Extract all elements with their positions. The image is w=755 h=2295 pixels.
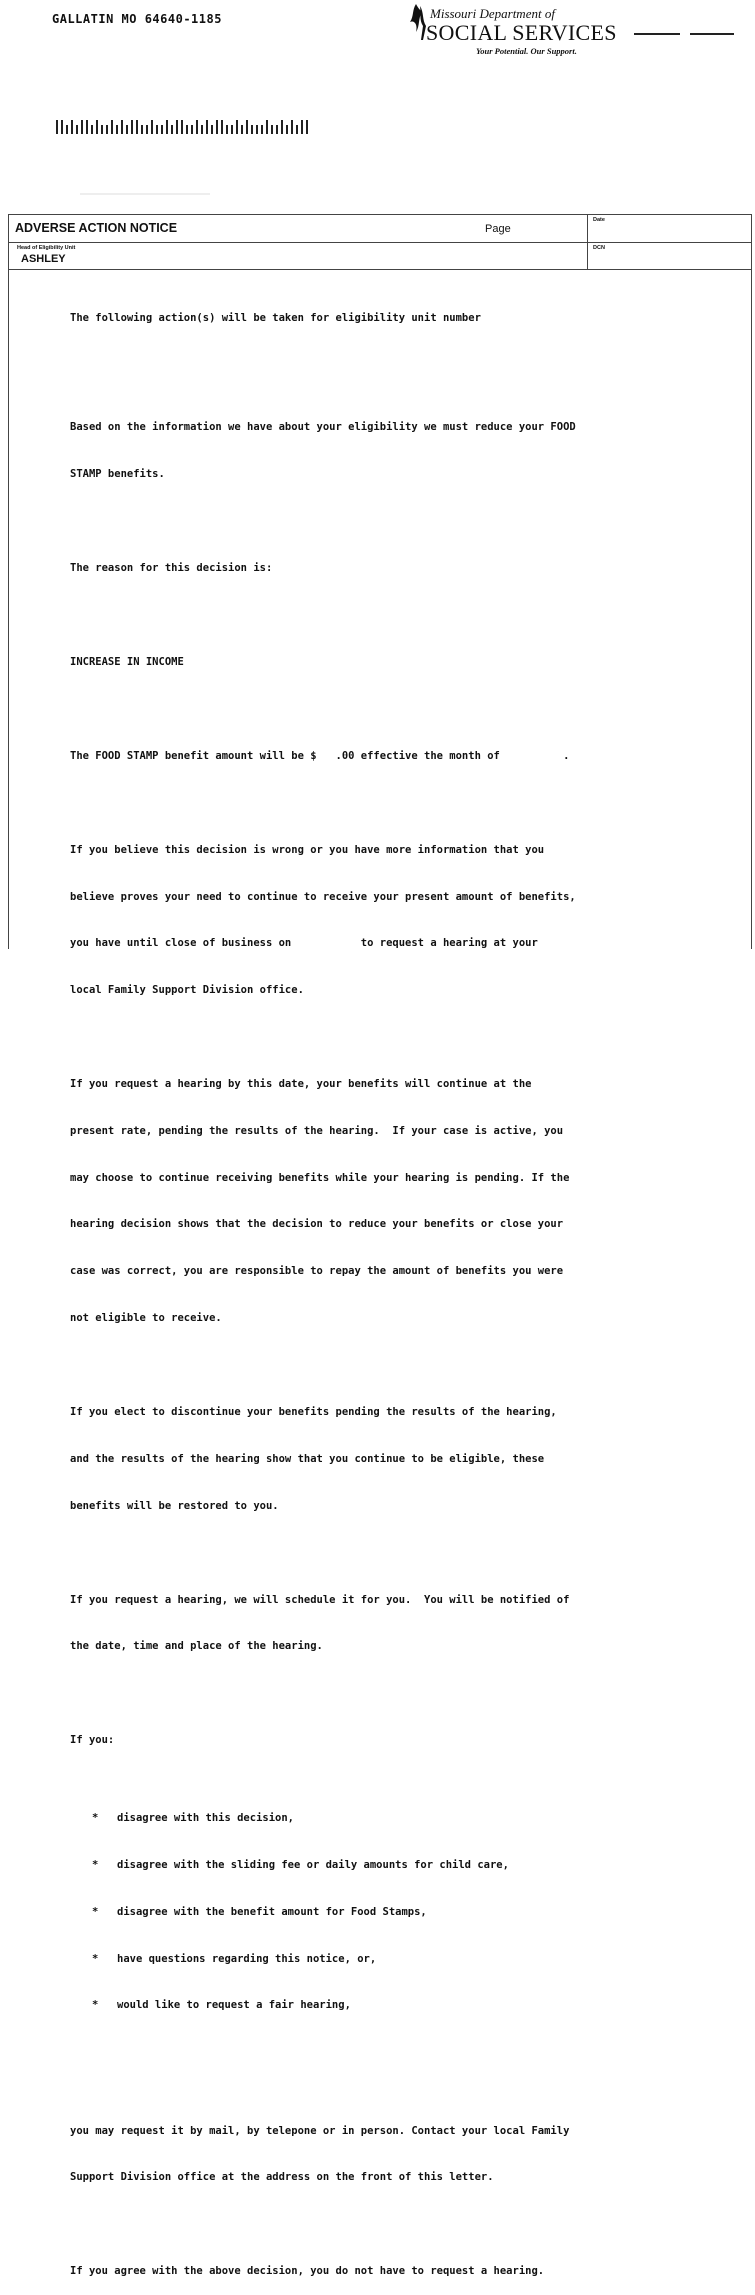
form-header-row bbox=[9, 215, 751, 243]
head-of-unit-value: ASHLEY bbox=[21, 253, 66, 265]
action-intro: The following action(s) will be taken for eligibility unit number bbox=[70, 312, 481, 325]
postal-barcode bbox=[56, 120, 312, 134]
agree-line: If you agree with the above decision, you do not have to request a hearing. bbox=[70, 2265, 545, 2278]
reduction-line-1: Based on the information we have about your eligibility we must reduce your FOOD bbox=[70, 421, 576, 434]
discontinue-line-3: benefits will be restored to you. bbox=[70, 1499, 279, 1512]
header-rule-left bbox=[634, 33, 680, 35]
logo-department-line: Missouri Department of bbox=[430, 6, 555, 21]
contact-line-1: you may request it by mail, by telepone or in person. Contact your local Family bbox=[70, 2124, 570, 2137]
notice-title: ADVERSE ACTION NOTICE bbox=[15, 221, 178, 235]
schedule-line-2: the date, time and place of the hearing. bbox=[70, 1640, 323, 1653]
head-of-unit-label: Head of Eligibility Unit bbox=[17, 245, 76, 251]
hearing-line-1: If you request a hearing by this date, your benefits will continue at the bbox=[70, 1078, 532, 1091]
reduction-line-2: STAMP benefits. bbox=[70, 467, 165, 480]
schedule-line-1: If you request a hearing, we will schedule it for you. You will be notified of bbox=[70, 1593, 570, 1606]
list-item: * disagree with the benefit amount for Food Stamps, bbox=[70, 1905, 730, 1921]
hearing-line-3: may choose to continue receiving benefits while your hearing is pending. If the bbox=[70, 1171, 570, 1184]
bullet-mark: * bbox=[92, 1905, 99, 1918]
form-column-divider bbox=[587, 215, 588, 269]
appeal-line-4: local Family Support Division office. bbox=[70, 984, 304, 997]
mailing-address: GALLATIN MO 64640-1185 bbox=[52, 12, 222, 26]
reason-value: INCREASE IN INCOME bbox=[70, 655, 184, 668]
faint-rule bbox=[80, 193, 210, 195]
list-item: * disagree with the sliding fee or daily amounts for child care, bbox=[70, 1858, 730, 1874]
hearing-line-2: present rate, pending the results of the hearing. If your case is active, you bbox=[70, 1124, 564, 1137]
bullet-mark: * bbox=[92, 1812, 99, 1825]
list-item: * would like to request a fair hearing, bbox=[70, 1998, 730, 2014]
bullet-mark: * bbox=[92, 1952, 99, 1965]
hearing-line-4: hearing decision shows that the decision to reduce your benefits or close your bbox=[70, 1218, 564, 1231]
date-label: Date bbox=[593, 217, 605, 223]
bullet-mark: * bbox=[92, 1859, 99, 1872]
logo-main-line: SOCIAL SERVICES bbox=[426, 20, 617, 45]
list-item: * disagree with this decision, bbox=[70, 1811, 730, 1827]
benefit-amount-line: The FOOD STAMP benefit amount will be $ .00 effective the month of . bbox=[70, 749, 570, 762]
page-label: Page bbox=[485, 223, 511, 235]
notice-body bbox=[70, 280, 730, 2295]
appeal-line-2: believe proves your need to continue to receive your present amount of benefits, bbox=[70, 890, 576, 903]
if-you-intro: If you: bbox=[70, 1734, 115, 1747]
appeal-line-3: you have until close of business on to request a hearing at your bbox=[70, 937, 538, 950]
header-rule-right bbox=[690, 33, 734, 35]
dss-logo bbox=[406, 2, 617, 60]
dcn-label: DCN bbox=[593, 245, 605, 251]
hearing-line-5: case was correct, you are responsible to repay the amount of benefits you were bbox=[70, 1265, 564, 1278]
discontinue-line-1: If you elect to discontinue your benefits pending the results of the hearing, bbox=[70, 1406, 557, 1418]
contact-line-2: Support Division office at the address on the front of this letter. bbox=[70, 2171, 494, 2184]
bullet-mark: * bbox=[92, 1999, 99, 2012]
list-item: * have questions regarding this notice, or, bbox=[70, 1952, 730, 1968]
logo-tagline: Your Potential. Our Support. bbox=[476, 46, 577, 56]
reasons-list bbox=[70, 1780, 730, 2045]
appeal-line-1: If you believe this decision is wrong or you have more information that you bbox=[70, 843, 545, 856]
form-name-row bbox=[9, 242, 751, 270]
discontinue-line-2: and the results of the hearing show that you continue to be eligible, these bbox=[70, 1452, 545, 1465]
hearing-line-6: not eligible to receive. bbox=[70, 1312, 222, 1325]
reason-heading: The reason for this decision is: bbox=[70, 561, 273, 574]
